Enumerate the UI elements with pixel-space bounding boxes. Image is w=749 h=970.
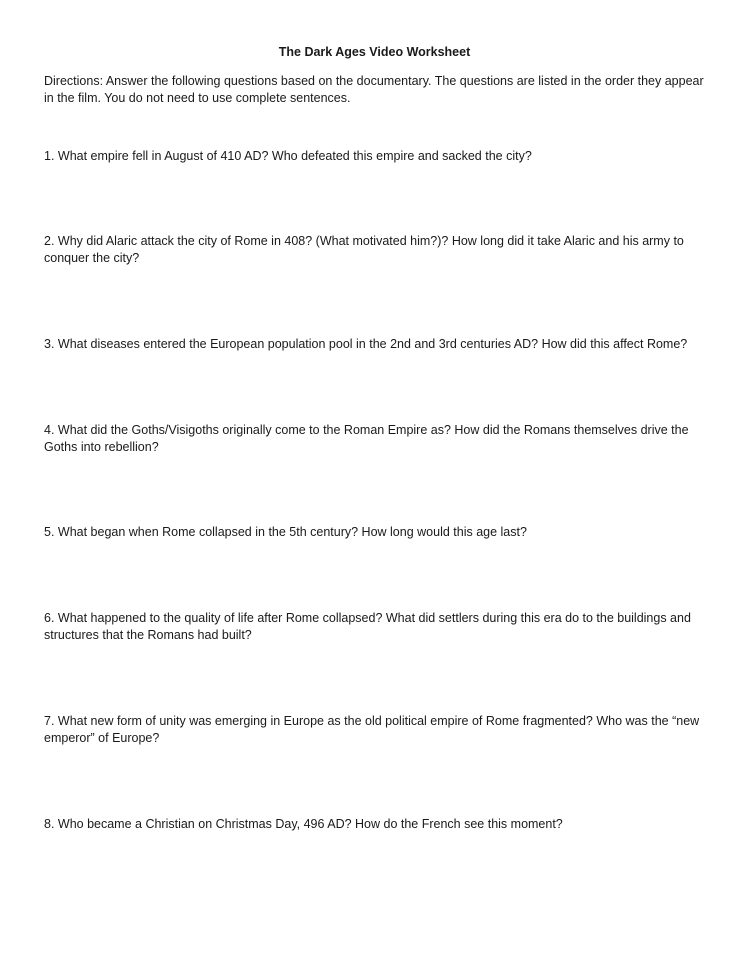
question-1: 1. What empire fell in August of 410 AD? Who defeated this empire and sacked the city? [44, 149, 532, 163]
question-6: 6. What happened to the quality of life after Rome collapsed? What did settlers during this era do to the buildings and structures that the Romans had built? [44, 611, 691, 642]
question-8: 8. Who became a Christian on Christmas Day, 496 AD? How do the French see this moment? [44, 817, 563, 831]
question-3: 3. What diseases entered the European population pool in the 2nd and 3rd centuries AD? How did this affect Rome? [44, 337, 688, 351]
question-7: 7. What new form of unity was emerging in Europe as the old political empire of Rome fragmented? Who was the “new emperor” of Europe? [44, 714, 700, 745]
directions-text: Directions: Answer the following questions based on the documentary. The questions are listed in the order they appear in the film. You do not need to use complete sentences. [44, 74, 704, 105]
question-4: 4. What did the Goths/Visigoths originally come to the Roman Empire as? How did the Romans themselves drive the Goths into rebellion? [44, 423, 689, 454]
question-5: 5. What began when Rome collapsed in the 5th century? How long would this age last? [44, 525, 527, 539]
worksheet-title: The Dark Ages Video Worksheet [278, 45, 471, 59]
question-2: 2. Why did Alaric attack the city of Rome in 408? (What motivated him?)? How long did it take Alaric and his army to conquer the city? [44, 234, 684, 265]
